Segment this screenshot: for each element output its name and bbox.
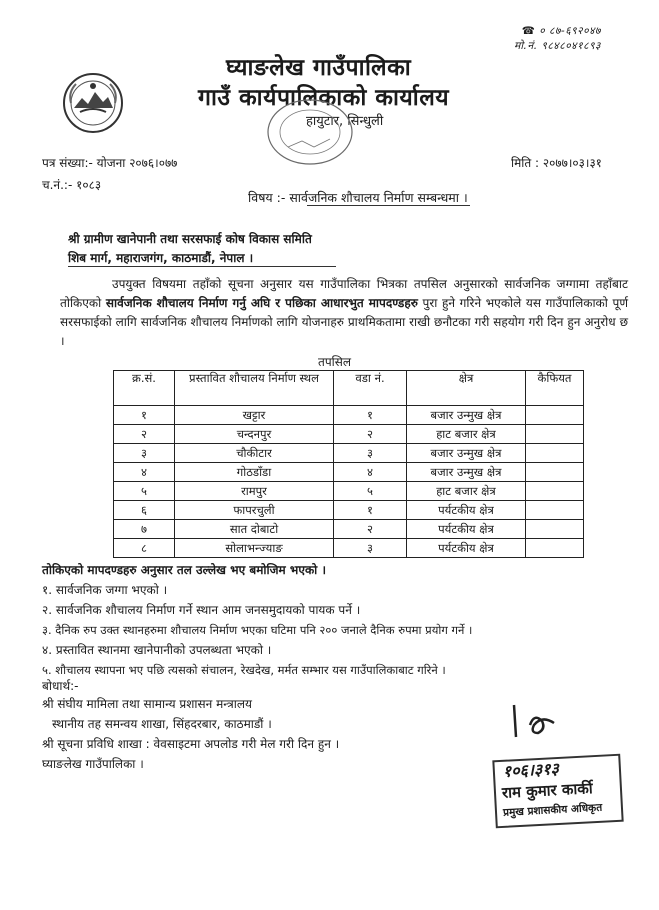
officer-name: राम कुमार कार्की	[501, 779, 594, 802]
table-row	[114, 539, 584, 558]
municipality-emblem-icon	[62, 72, 124, 134]
table-row	[114, 482, 584, 501]
criteria-item: १. सार्वजनिक जग्गा भएको ।	[42, 583, 168, 597]
cell-area: बजार उन्मुख क्षेत्र	[407, 406, 526, 425]
cell-site: सात दोबाटो	[175, 520, 334, 539]
cc-line: श्री संघीय मामिला तथा सामान्य प्रशासन मन्त्रालय	[42, 697, 252, 711]
cell-site: फापरचुली	[175, 501, 334, 520]
office-name: घ्याङलेख गाउँपालिका	[226, 55, 412, 81]
col-header-ward: वडा नं.	[334, 371, 407, 406]
body-paragraph-emphasis: सार्वजनिक शौचालय निर्माण गर्नु अघि र पछिका आधारभुत मापदण्डहरु	[105, 296, 418, 310]
cell-area: पर्यटकीय क्षेत्र	[407, 501, 526, 520]
cell-remarks	[526, 482, 584, 501]
subject-underline	[307, 205, 470, 206]
handwritten-signature	[504, 695, 564, 745]
cell-area: हाट बजार क्षेत्र	[407, 425, 526, 444]
cell-ward: ५	[334, 482, 407, 501]
cell-sn: १	[114, 406, 175, 425]
site-table	[113, 370, 584, 558]
cell-sn: ६	[114, 501, 175, 520]
body-paragraph-lead: उपयुक्त विषयमा तहाँको सूचना अनुसार यस गाउँपालिका भित्रका तपसिल अनुसारको सार्वजनिक जग्गामा तहाँबाट तोकिएको	[60, 277, 628, 310]
cell-site: चन्दनपुर	[175, 425, 334, 444]
col-header-area: क्षेत्र	[407, 371, 526, 406]
cell-site: खट्टार	[175, 406, 334, 425]
cell-ward: १	[334, 501, 407, 520]
cell-area: बजार उन्मुख क्षेत्र	[407, 444, 526, 463]
table-row	[114, 425, 584, 444]
cc-label: बोधार्थ:-	[42, 679, 79, 693]
criteria-item: ४. प्रस्तावित स्थानमा खानेपानीको उपलब्धता भएको ।	[42, 643, 272, 657]
subject-line: विषय :- सार्वजनिक शौचालय निर्माण सम्बन्धमा ।	[248, 190, 468, 205]
cell-remarks	[526, 539, 584, 558]
table-row	[114, 444, 584, 463]
letter-date: मिति : २०७७।०३।३१	[511, 156, 602, 170]
office-phone: ☎ ० ८७-६९२०४७	[521, 25, 601, 37]
officer-stamp	[492, 754, 623, 829]
office-seal	[264, 97, 356, 167]
table-row	[114, 520, 584, 539]
cell-remarks	[526, 425, 584, 444]
cell-remarks	[526, 501, 584, 520]
table-row	[114, 463, 584, 482]
cc-line: स्थानीय तह समन्वय शाखा, सिंहदरबार, काठमाडौं ।	[52, 717, 272, 731]
cell-area: पर्यटकीय क्षेत्र	[407, 539, 526, 558]
col-header-site: प्रस्तावित शौचालय निर्माण स्थल	[175, 371, 334, 406]
cell-ward: ३	[334, 444, 407, 463]
col-header-remarks: कैफियत	[526, 371, 584, 406]
cell-sn: ८	[114, 539, 175, 558]
office-address: हायुटार, सिन्धुली	[306, 114, 384, 129]
criteria-heading: तोकिएको मापदण्डहरु अनुसार तल उल्लेख भए बमोजिम भएको ।	[42, 563, 327, 577]
cell-site: गोठडाँडा	[175, 463, 334, 482]
cell-ward: २	[334, 520, 407, 539]
criteria-item: ३. दैनिक रुप उक्त स्थानहरुमा शौचालय निर्माण भएका घटिमा पनि २०० जनाले दैनिक रुपमा प्रयोग गर्ने ।	[42, 623, 473, 637]
table-row	[114, 406, 584, 425]
cell-sn: ४	[114, 463, 175, 482]
cell-sn: ३	[114, 444, 175, 463]
cell-ward: २	[334, 425, 407, 444]
mobile-phone: मो.नं. ९८४८०४१८९३	[514, 40, 601, 52]
criteria-item: २. सार्वजनिक शौचालय निर्माण गर्ने स्थान आम जनसमुदायको पायक पर्ने ।	[42, 603, 361, 617]
cell-remarks	[526, 463, 584, 482]
body-paragraph-tail: पुरा हुने गरिने भएकोले यस गाउँपालिकाको पूर्ण सरसफाईको लागि सार्वजनिक शौचालय निर्माणको लागि योजनाहरु प्राथमिकतामा राखी छनौटका गरी सहयोग गरी दिन हुन अनुरोध छ ।	[60, 296, 629, 348]
dispatch-number: च.नं.:- १०८३	[42, 178, 102, 192]
cell-sn: २	[114, 425, 175, 444]
cell-area: बजार उन्मुख क्षेत्र	[407, 463, 526, 482]
cell-site: रामपुर	[175, 482, 334, 501]
cell-ward: १	[334, 406, 407, 425]
recipient-address: शिब मार्ग, महाराजगंग, काठमाडौं, नेपाल ।	[68, 251, 254, 265]
cell-remarks	[526, 520, 584, 539]
table-header-row	[114, 371, 584, 406]
stamp-handwritten-number: १०६।३१३	[502, 758, 560, 781]
phone-icon: ☎	[521, 25, 536, 37]
cell-area: पर्यटकीय क्षेत्र	[407, 520, 526, 539]
cc-line: श्री सूचना प्रविधि शाखा : वेवसाइटमा अपलोड गरी मेल गरी दिन हुन ।	[42, 737, 340, 751]
cell-remarks	[526, 444, 584, 463]
recipient-underline	[68, 266, 336, 267]
cell-ward: ४	[334, 463, 407, 482]
cell-ward: ३	[334, 539, 407, 558]
table-row	[114, 501, 584, 520]
cell-sn: ७	[114, 520, 175, 539]
cell-area: हाट बजार क्षेत्र	[407, 482, 526, 501]
cell-site: सोलाभन्ज्याङ	[175, 539, 334, 558]
col-header-sn: क्र.सं.	[114, 371, 175, 406]
office-subtitle: गाउँ कार्यपालिकाको कार्यालय	[198, 85, 450, 111]
cell-site: चौकीटार	[175, 444, 334, 463]
criteria-item: ५. शौचालय स्थापना भए पछि त्यसको संचालन, रेखदेख, मर्मत सम्भार यस गाउँपालिकाबाट गरिने ।	[42, 663, 446, 677]
cell-remarks	[526, 406, 584, 425]
body-paragraph	[60, 275, 628, 351]
table-title: तपसिल	[318, 355, 352, 369]
officer-title: प्रमुख प्रशासकीय अधिकृत	[502, 801, 603, 819]
cell-sn: ५	[114, 482, 175, 501]
letter-reference: पत्र संख्या:- योजना २०७६।०७७	[42, 156, 178, 170]
recipient-name: श्री ग्रामीण खानेपानी तथा सरसफाई कोष विकास समिति	[68, 232, 312, 246]
cc-line: घ्याङलेख गाउँपालिका ।	[42, 757, 144, 771]
